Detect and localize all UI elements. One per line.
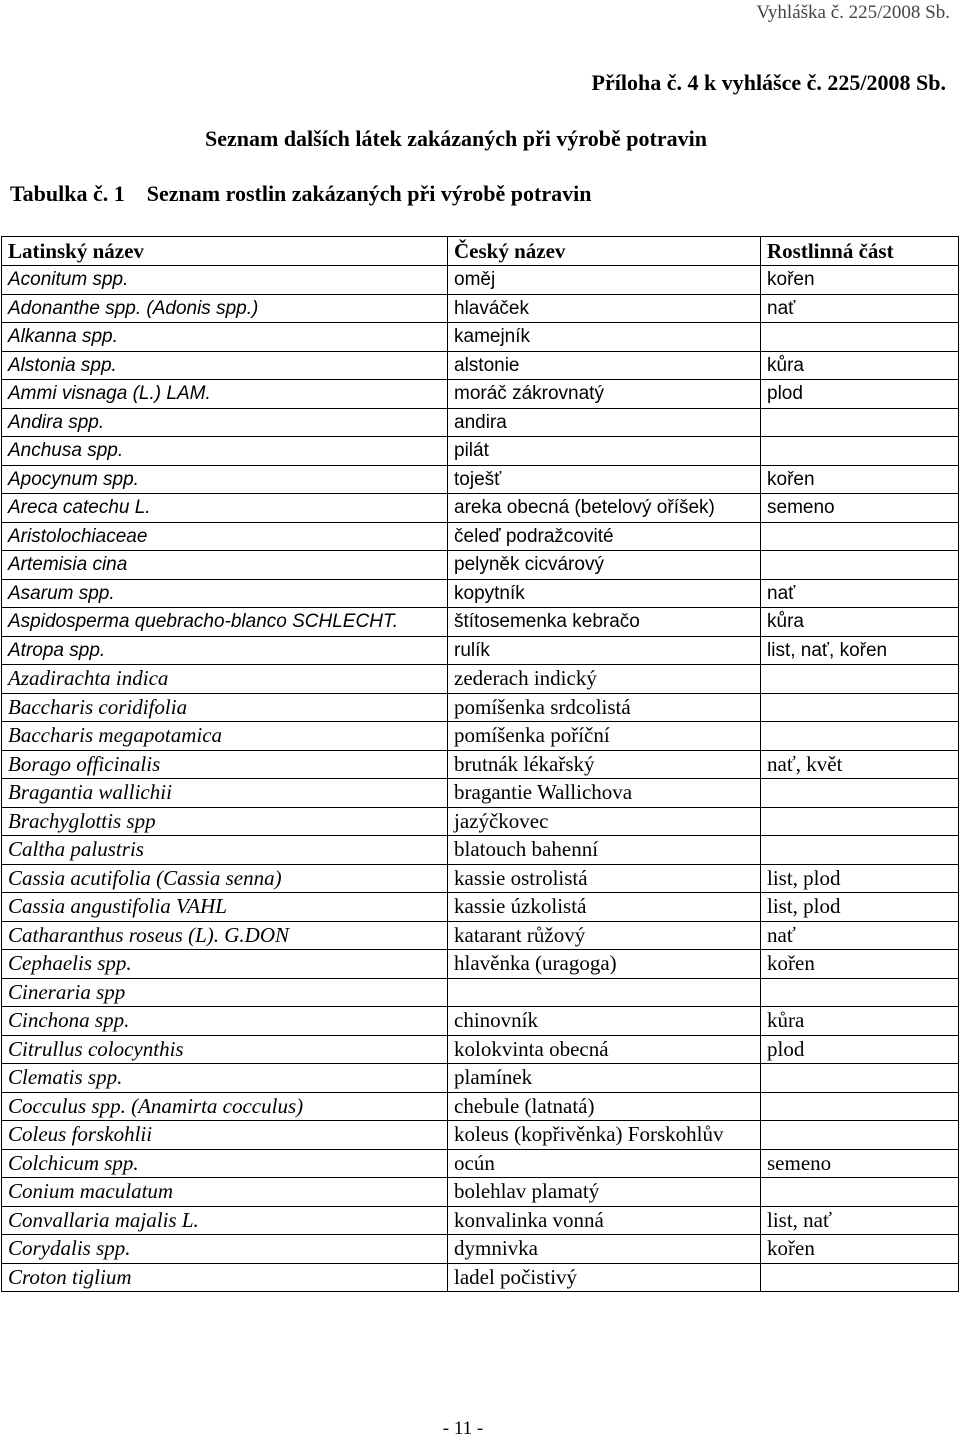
cell-czech-name: katarant růžový xyxy=(448,921,761,950)
table-row xyxy=(2,437,959,466)
annex-title: Příloha č. 4 k vyhlášce č. 225/2008 Sb. xyxy=(591,70,946,95)
cell-latin-name: Bragantia wallichii xyxy=(2,779,448,808)
table-row xyxy=(2,522,959,551)
cell-latin-name: Croton tiglium xyxy=(2,1263,448,1292)
table-header-row xyxy=(2,237,959,266)
cell-latin-name: Caltha palustris xyxy=(2,836,448,865)
cell-czech-name: blatouch bahenní xyxy=(448,836,761,865)
table-row xyxy=(2,1178,959,1207)
cell-plant-part xyxy=(761,807,959,836)
cell-plant-part: kořen xyxy=(761,950,959,979)
cell-plant-part: list, plod xyxy=(761,893,959,922)
cell-latin-name: Catharanthus roseus (L). G.DON xyxy=(2,921,448,950)
cell-latin-name: Andira spp. xyxy=(2,408,448,437)
cell-plant-part: list, nať, kořen xyxy=(761,636,959,665)
cell-latin-name: Anchusa spp. xyxy=(2,437,448,466)
cell-czech-name: toješť xyxy=(448,465,761,494)
cell-czech-name: kolokvinta obecná xyxy=(448,1035,761,1064)
cell-plant-part xyxy=(761,551,959,580)
cell-plant-part: nať xyxy=(761,921,959,950)
running-head: Vyhláška č. 225/2008 Sb. xyxy=(756,2,950,23)
table-row xyxy=(2,1263,959,1292)
cell-plant-part xyxy=(761,1064,959,1093)
cell-latin-name: Atropa spp. xyxy=(2,636,448,665)
table-row xyxy=(2,494,959,523)
cell-plant-part: kořen xyxy=(761,465,959,494)
cell-czech-name: jazýčkovec xyxy=(448,807,761,836)
cell-plant-part xyxy=(761,437,959,466)
cell-latin-name: Citrullus colocynthis xyxy=(2,1035,448,1064)
cell-czech-name: chinovník xyxy=(448,1007,761,1036)
cell-czech-name: zederach indický xyxy=(448,665,761,694)
cell-czech-name: čeleď podražcovité xyxy=(448,522,761,551)
cell-plant-part xyxy=(761,323,959,352)
cell-latin-name: Colchicum spp. xyxy=(2,1149,448,1178)
cell-czech-name: konvalinka vonná xyxy=(448,1206,761,1235)
cell-plant-part: kůra xyxy=(761,351,959,380)
cell-czech-name: kassie ostrolistá xyxy=(448,864,761,893)
cell-latin-name: Azadirachta indica xyxy=(2,665,448,694)
table-row xyxy=(2,1206,959,1235)
cell-czech-name: andira xyxy=(448,408,761,437)
cell-czech-name: hlavěnka (uragoga) xyxy=(448,950,761,979)
cell-czech-name: koleus (kopřivěnka) Forskohlův xyxy=(448,1121,761,1150)
plant-table xyxy=(1,236,959,1292)
cell-czech-name: kopytník xyxy=(448,579,761,608)
table-row xyxy=(2,1235,959,1264)
cell-czech-name: bolehlav plamatý xyxy=(448,1178,761,1207)
cell-plant-part: nať, květ xyxy=(761,750,959,779)
cell-plant-part: kořen xyxy=(761,266,959,295)
cell-latin-name: Brachyglottis spp xyxy=(2,807,448,836)
table-row xyxy=(2,323,959,352)
cell-plant-part: plod xyxy=(761,1035,959,1064)
table-row xyxy=(2,636,959,665)
cell-latin-name: Cassia acutifolia (Cassia senna) xyxy=(2,864,448,893)
table-row xyxy=(2,722,959,751)
table-row xyxy=(2,921,959,950)
cell-latin-name: Adonanthe spp. (Adonis spp.) xyxy=(2,294,448,323)
cell-plant-part xyxy=(761,722,959,751)
cell-plant-part xyxy=(761,665,959,694)
cell-czech-name: ladel počistivý xyxy=(448,1263,761,1292)
table-row xyxy=(2,551,959,580)
cell-plant-part: kořen xyxy=(761,1235,959,1264)
cell-plant-part xyxy=(761,693,959,722)
table-row xyxy=(2,693,959,722)
cell-plant-part xyxy=(761,408,959,437)
cell-czech-name: oměj xyxy=(448,266,761,295)
cell-plant-part xyxy=(761,1178,959,1207)
table-caption-text: Seznam rostlin zakázaných při výrobě potravin xyxy=(146,181,592,206)
cell-latin-name: Clematis spp. xyxy=(2,1064,448,1093)
table-row xyxy=(2,266,959,295)
table-row xyxy=(2,665,959,694)
header-plant-part: Rostlinná část xyxy=(761,237,959,266)
cell-latin-name: Cephaelis spp. xyxy=(2,950,448,979)
table-row xyxy=(2,294,959,323)
table-row xyxy=(2,750,959,779)
cell-plant-part: nať xyxy=(761,294,959,323)
table-row xyxy=(2,380,959,409)
cell-plant-part xyxy=(761,978,959,1007)
cell-latin-name: Ammi visnaga (L.) LAM. xyxy=(2,380,448,409)
cell-latin-name: Cocculus spp. (Anamirta cocculus) xyxy=(2,1092,448,1121)
cell-plant-part: semeno xyxy=(761,1149,959,1178)
cell-plant-part: list, nať xyxy=(761,1206,959,1235)
cell-latin-name: Conium maculatum xyxy=(2,1178,448,1207)
cell-czech-name: kassie úzkolistá xyxy=(448,893,761,922)
cell-plant-part xyxy=(761,1121,959,1150)
page-number: - 11 - xyxy=(442,1418,484,1439)
cell-plant-part: kůra xyxy=(761,1007,959,1036)
cell-latin-name: Corydalis spp. xyxy=(2,1235,448,1264)
cell-czech-name: areka obecná (betelový oříšek) xyxy=(448,494,761,523)
cell-latin-name: Aspidosperma quebracho-blanco SCHLECHT. xyxy=(2,608,448,637)
table-row xyxy=(2,893,959,922)
cell-plant-part xyxy=(761,522,959,551)
table-row xyxy=(2,1149,959,1178)
cell-plant-part: plod xyxy=(761,380,959,409)
cell-czech-name: pelyněk cicvárový xyxy=(448,551,761,580)
cell-plant-part xyxy=(761,1263,959,1292)
cell-latin-name: Convallaria majalis L. xyxy=(2,1206,448,1235)
header-latin-name: Latinský název xyxy=(2,237,448,266)
table-row xyxy=(2,608,959,637)
cell-latin-name: Artemisia cina xyxy=(2,551,448,580)
cell-czech-name: bragantie Wallichova xyxy=(448,779,761,808)
table-caption xyxy=(10,181,591,207)
cell-czech-name: štítosemenka kebračo xyxy=(448,608,761,637)
cell-czech-name xyxy=(448,978,761,1007)
cell-latin-name: Areca catechu L. xyxy=(2,494,448,523)
cell-plant-part: semeno xyxy=(761,494,959,523)
table-row xyxy=(2,465,959,494)
table-row xyxy=(2,1035,959,1064)
table-row xyxy=(2,1121,959,1150)
table-row xyxy=(2,1092,959,1121)
cell-czech-name: moráč zákrovnatý xyxy=(448,380,761,409)
table-row xyxy=(2,950,959,979)
cell-latin-name: Asarum spp. xyxy=(2,579,448,608)
cell-czech-name: chebule (latnatá) xyxy=(448,1092,761,1121)
table-row xyxy=(2,864,959,893)
table-row xyxy=(2,779,959,808)
cell-czech-name: pilát xyxy=(448,437,761,466)
table-row xyxy=(2,807,959,836)
cell-plant-part xyxy=(761,779,959,808)
cell-latin-name: Cineraria spp xyxy=(2,978,448,1007)
table-row xyxy=(2,1007,959,1036)
table-caption-label: Tabulka č. 1 xyxy=(10,181,125,206)
cell-latin-name: Alkanna spp. xyxy=(2,323,448,352)
cell-latin-name: Baccharis megapotamica xyxy=(2,722,448,751)
cell-plant-part: kůra xyxy=(761,608,959,637)
cell-plant-part xyxy=(761,836,959,865)
cell-latin-name: Apocynum spp. xyxy=(2,465,448,494)
cell-latin-name: Alstonia spp. xyxy=(2,351,448,380)
table-row xyxy=(2,978,959,1007)
cell-czech-name: hlaváček xyxy=(448,294,761,323)
cell-czech-name: pomíšenka poříční xyxy=(448,722,761,751)
cell-plant-part: nať xyxy=(761,579,959,608)
cell-latin-name: Cassia angustifolia VAHL xyxy=(2,893,448,922)
header-czech-name: Český název xyxy=(448,237,761,266)
cell-czech-name: alstonie xyxy=(448,351,761,380)
cell-latin-name: Aconitum spp. xyxy=(2,266,448,295)
cell-czech-name: ocún xyxy=(448,1149,761,1178)
cell-latin-name: Baccharis coridifolia xyxy=(2,693,448,722)
cell-latin-name: Aristolochiaceae xyxy=(2,522,448,551)
table-row xyxy=(2,579,959,608)
cell-latin-name: Borago officinalis xyxy=(2,750,448,779)
cell-czech-name: brutnák lékařský xyxy=(448,750,761,779)
cell-plant-part xyxy=(761,1092,959,1121)
cell-czech-name: rulík xyxy=(448,636,761,665)
cell-czech-name: kamejník xyxy=(448,323,761,352)
cell-czech-name: dymnivka xyxy=(448,1235,761,1264)
cell-czech-name: pomíšenka srdcolistá xyxy=(448,693,761,722)
document-title: Seznam dalších látek zakázaných při výrobě potravin xyxy=(205,126,707,151)
table-row xyxy=(2,836,959,865)
table-row xyxy=(2,1064,959,1093)
cell-czech-name: plamínek xyxy=(448,1064,761,1093)
table-row xyxy=(2,408,959,437)
cell-latin-name: Coleus forskohlii xyxy=(2,1121,448,1150)
cell-latin-name: Cinchona spp. xyxy=(2,1007,448,1036)
table-row xyxy=(2,351,959,380)
cell-plant-part: list, plod xyxy=(761,864,959,893)
